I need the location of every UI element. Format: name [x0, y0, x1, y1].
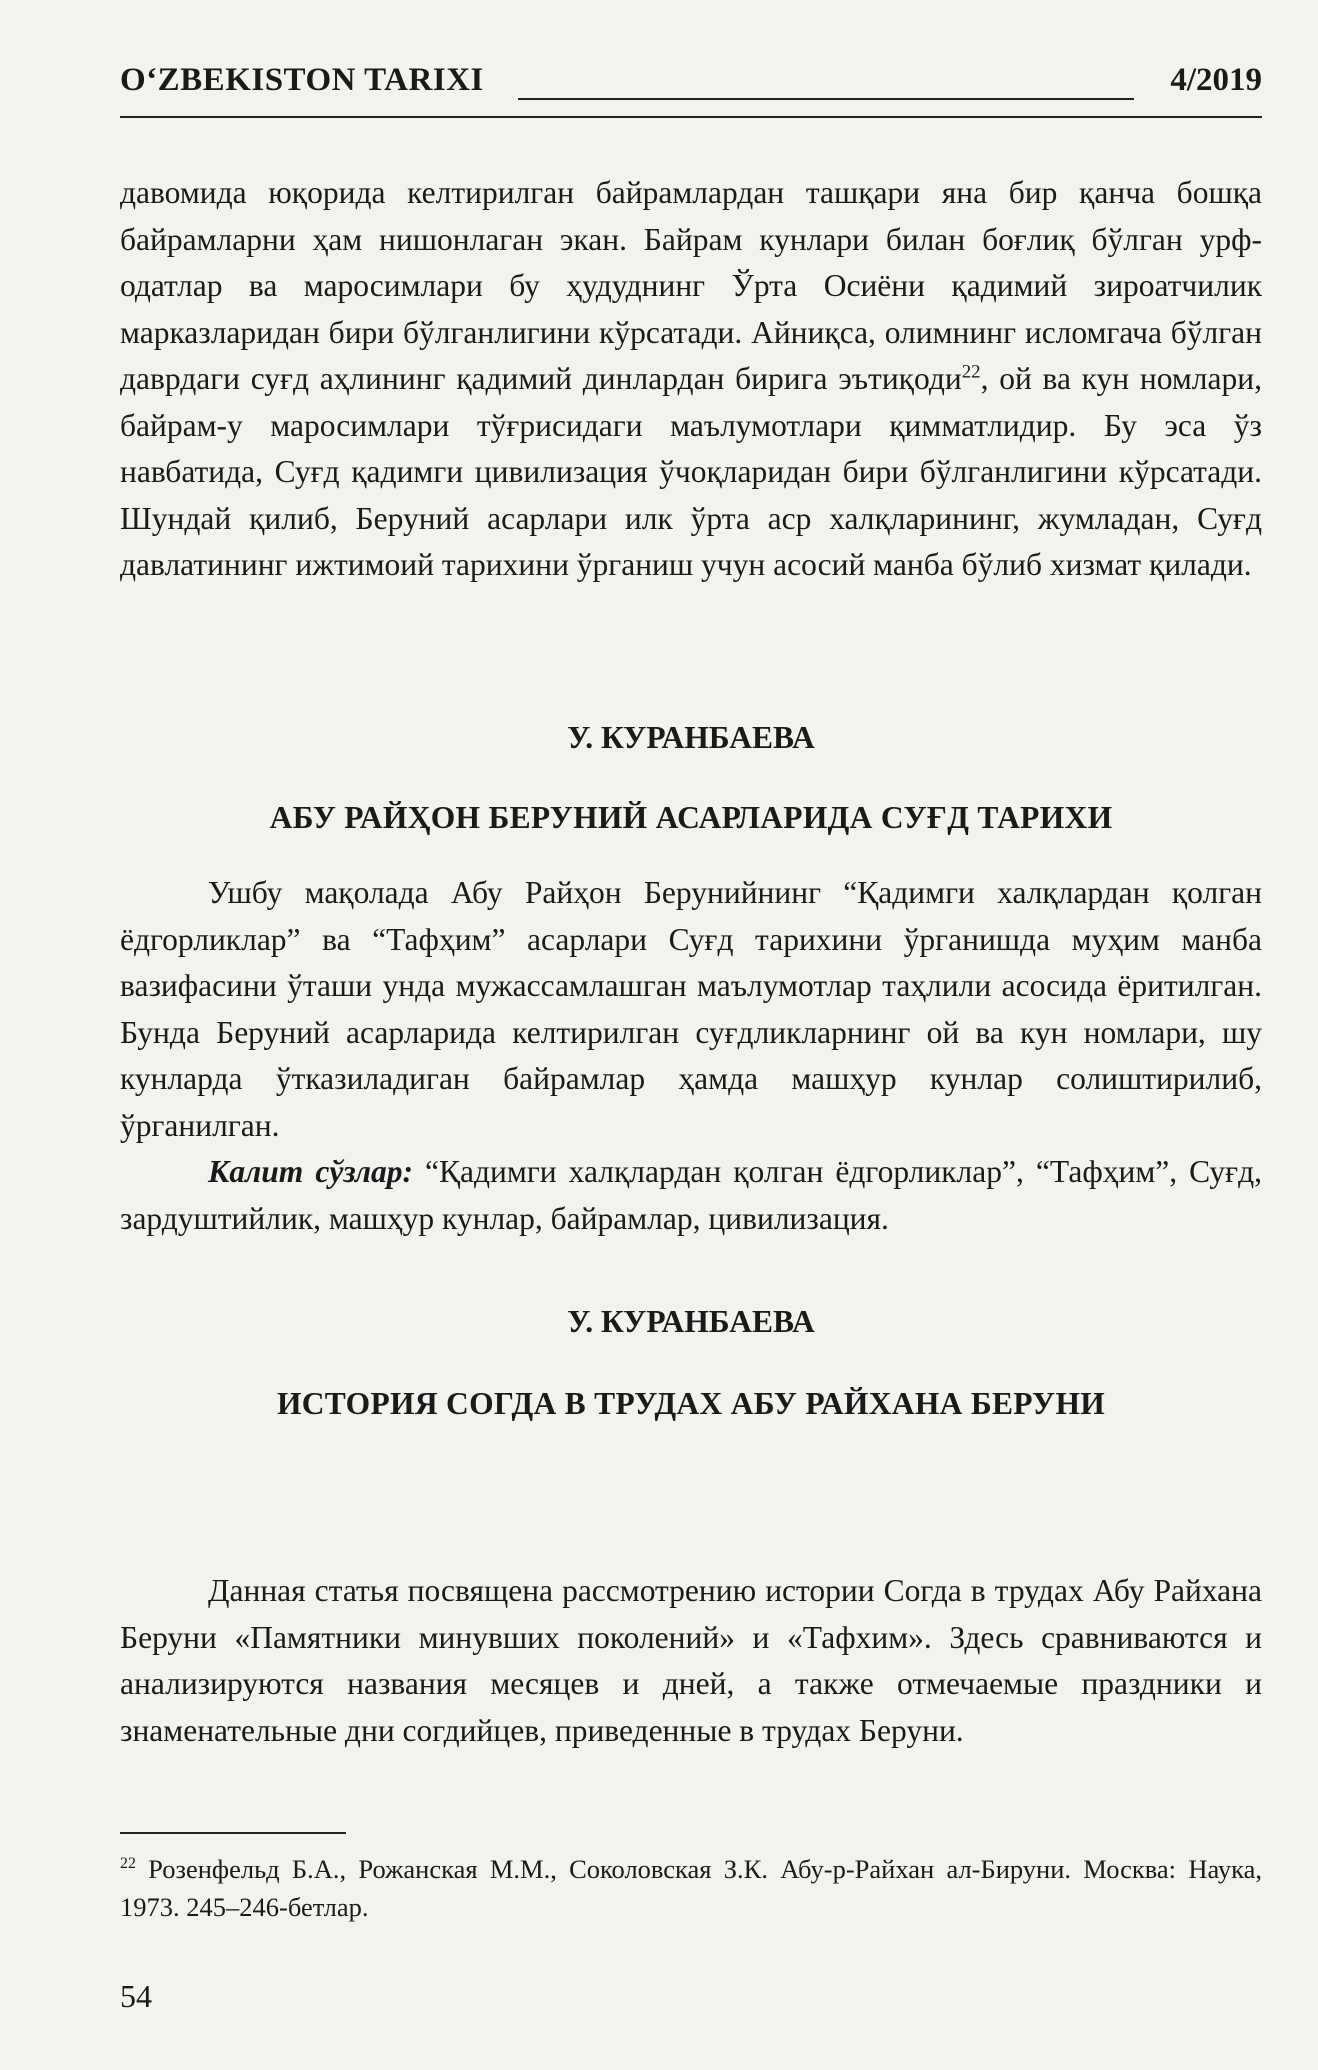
footnote-number: 22	[120, 1855, 136, 1873]
uzbek-keywords	[120, 1149, 1262, 1242]
uzbek-summary-title: АБУ РАЙҲОН БЕРУНИЙ АСАРЛАРИДА СУҒД ТАРИХИ	[269, 800, 1113, 835]
keywords-text: “Қадимги халқлардан қолган ёдгорликлар”, “Тафҳим”, Суғд, зардуштийлик, машҳур кунлар, байрамлар, цивилизация.	[120, 1154, 1262, 1236]
uzbek-abstract: Ушбу мақолада Абу Райҳон Берунийнинг “Қадимги халқлардан қолган ёдгорликлар” ва “Тафҳим” асарлари Суғд тарихини ўрганишда муҳим манба вазифасини ўташи унда мужассамлашган маълумотлар таҳлили асосида ёритилган. Бунда Беруний асарларида келтирилган суғдликларнинг ой ва кун номлари, шу кунларда ўтказиладиган байрамлар ҳамда машҳур кунлар солиштирилиб, ўрганилган.	[120, 875, 1262, 1143]
russian-summary-author: У. КУРАНБАЕВА	[567, 1304, 815, 1339]
footnote-separator	[120, 1832, 346, 1834]
header-underline	[120, 116, 1262, 118]
uzbek-summary-author: У. КУРАНБАЕВА	[567, 720, 815, 755]
keywords-label: Калит сўзлар:	[208, 1154, 413, 1189]
page-number: 54	[120, 1978, 152, 2014]
issue-number: 4/2019	[1170, 62, 1262, 98]
footnote-text: Розенфельд Б.А., Рожанская М.М., Соколовская З.К. Абу-р-Райхан ал-Бируни. Москва: Наука, 1973. 245–246-бетлар.	[120, 1854, 1262, 1922]
russian-abstract: Данная статья посвящена рассмотрению истории Согда в трудах Абу Райхана Беруни «Памятники минувших поколений» и «Тафхим». Здесь сравниваются и анализируются названия месяцев и дней, а также отмечаемые праздники и знаменательные дни согдийцев, приведенные в трудах Беруни.	[120, 1573, 1262, 1748]
continuation-text-1: давомида юқорида келтирилган байрамлардан ташқари яна бир қанча бошқа байрамларни ҳам нишонлаган экан. Байрам кунлари билан боғлиқ бўлган урф-одатлар ва маросимлари бу ҳудуднинг Ўрта Осиёни қадимий зироатчилик марказларидан бири бўлганлигини кўрсатади. Айниқса, олимнинг исломгача бўлган даврдаги суғд аҳлининг қадимий динлардан бирига эътиқоди	[120, 175, 1262, 396]
article-continuation-paragraph	[120, 170, 1262, 589]
running-header	[120, 62, 1262, 112]
russian-summary-title: ИСТОРИЯ СОГДА В ТРУДАХ АБУ РАЙХАНА БЕРУНИ	[276, 1386, 1106, 1421]
journal-title: O‘ZBEKISTON TARIXI	[120, 62, 484, 98]
footnote-reference: 22	[961, 361, 981, 383]
header-rule	[518, 98, 1134, 100]
continuation-text-2: , ой ва кун номлари, байрам-у маросимлари тўғрисидаги маълумотлари қимматлидир. Бу эса ўз навбатида, Суғд қадимги цивилизация ўчоқларидан бири бўлганлигини кўрсатади. Шундай қилиб, Беруний асарлари илк ўрта аср халқларининг, жумладан, Суғд давлатининг ижтимоий тарихини ўрганиш учун асосий манба бўлиб хизмат қилади.	[120, 361, 1262, 582]
footnote	[120, 1850, 1262, 1926]
